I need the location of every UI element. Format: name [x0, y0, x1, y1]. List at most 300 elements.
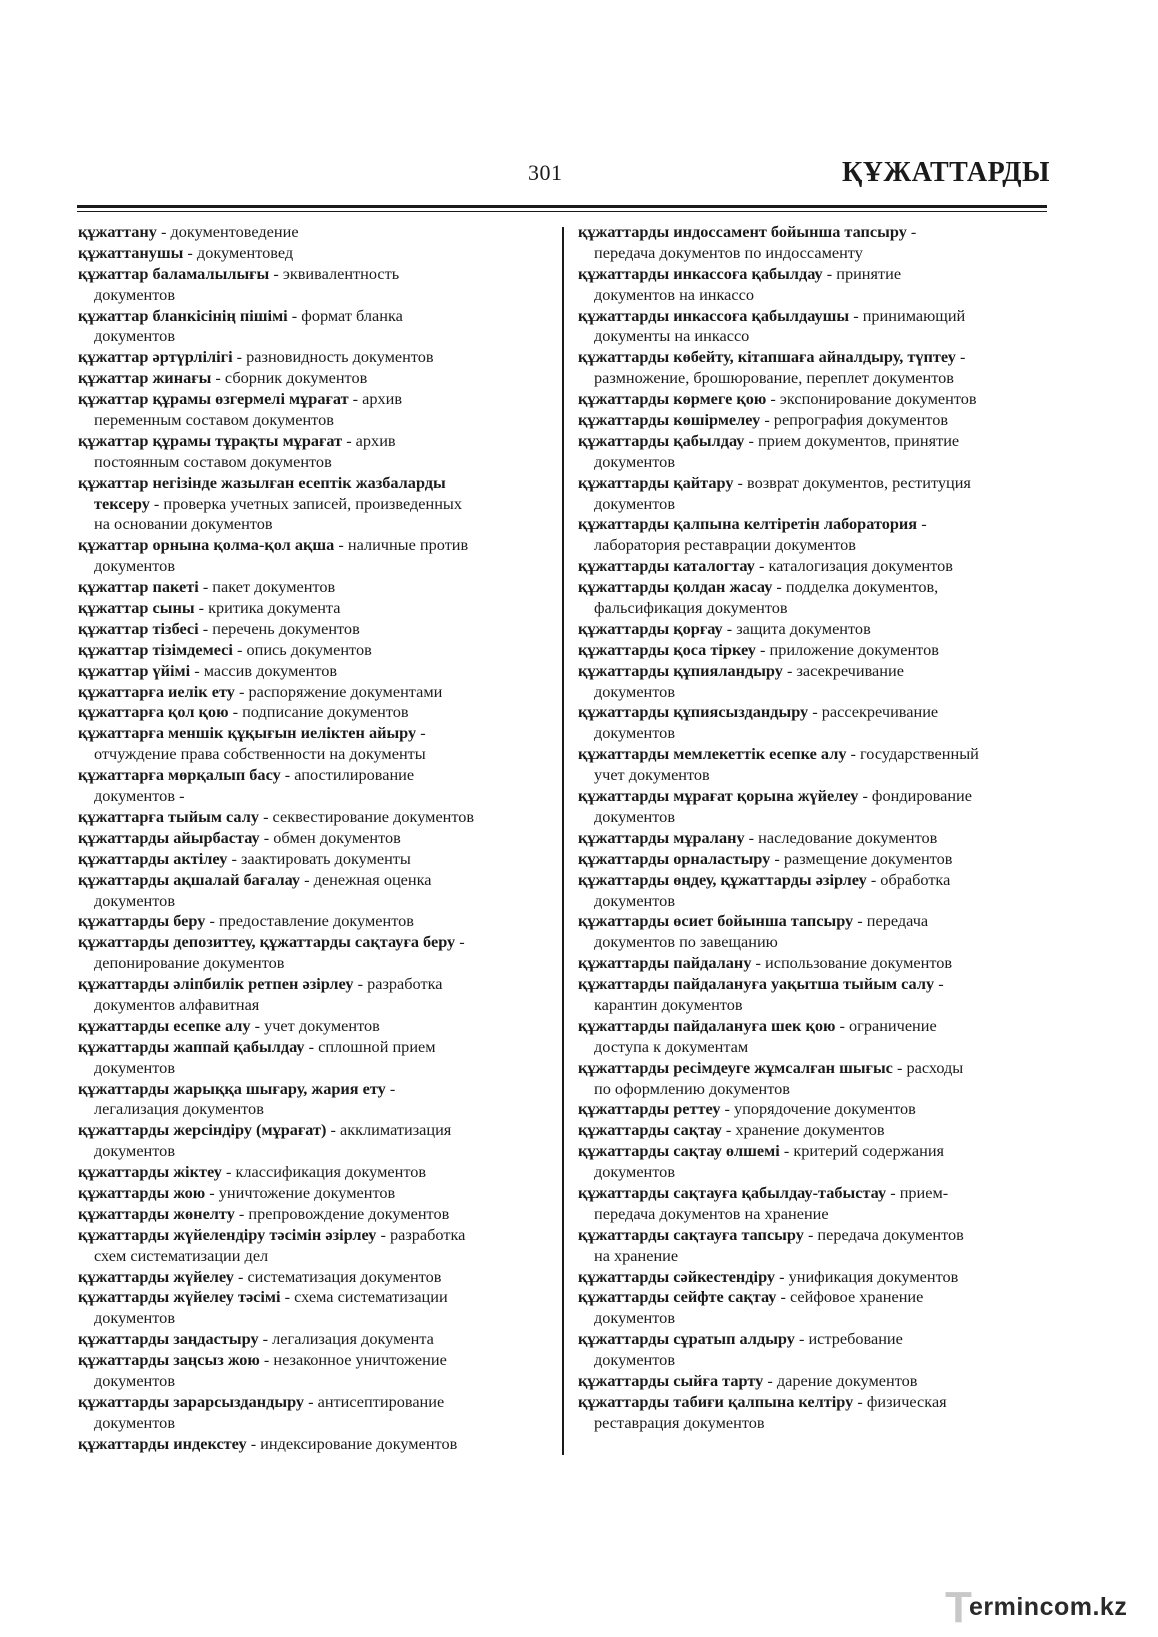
russian-translation: документов на инкассо	[594, 284, 754, 304]
russian-translation: - каталогизация документов	[754, 556, 953, 576]
kazakh-term: құжаттарды мұралану	[578, 827, 745, 847]
russian-translation: документов	[594, 1162, 676, 1182]
russian-translation: - использование документов	[751, 953, 953, 973]
watermark-text: ermincom.kz	[969, 1593, 1128, 1621]
russian-translation: - подписание документов	[228, 702, 409, 722]
russian-translation: переменным составом документов	[94, 410, 334, 430]
entry-line	[78, 911, 556, 932]
russian-translation: депонирование документов	[94, 953, 285, 973]
kazakh-term: құжаттар бланкісінің пішімі	[78, 305, 288, 325]
russian-translation: документов	[594, 681, 676, 701]
kazakh-term: құжаттарды сейфте сақтау	[578, 1287, 777, 1307]
kazakh-term: құжаттар баламалылығы	[78, 263, 270, 283]
kazakh-term: құжаттарды құпияландыру	[578, 660, 783, 680]
entry-line	[78, 682, 556, 703]
russian-translation: - перечень документов	[198, 618, 360, 638]
entry-continuation-line	[578, 1246, 1048, 1267]
kazakh-term: құжаттарды реттеу	[578, 1099, 721, 1119]
russian-translation: - обмен документов	[259, 827, 401, 847]
entry-continuation-line	[578, 535, 1048, 556]
entry-line	[578, 911, 1048, 932]
entry-line	[78, 431, 556, 452]
entry-line	[78, 828, 556, 849]
russian-translation: на хранение	[594, 1245, 679, 1265]
kazakh-term: құжаттарды сақтау өлшемі	[578, 1141, 780, 1161]
russian-translation: - разработка	[376, 1224, 466, 1244]
entry-line	[78, 264, 556, 285]
page-number: 301	[528, 160, 563, 185]
kazakh-term: құжаттарды пайдалануға шек қою	[578, 1015, 836, 1035]
russian-translation: - проверка учетных записей, произведенных	[149, 493, 462, 513]
russian-translation: документов -	[94, 786, 185, 806]
kazakh-term: құжаттарды зарарсыздандыру	[78, 1391, 305, 1411]
kazakh-term: құжаттарды инкассоға қабылдау	[578, 263, 823, 283]
russian-translation: - дарение документов	[763, 1370, 918, 1390]
entry-line	[578, 1287, 1048, 1308]
russian-translation: документов	[594, 451, 676, 471]
russian-translation: фальсификация документов	[594, 598, 788, 618]
kazakh-term: құжаттарды жарыққа шығару, жария ету	[78, 1078, 386, 1098]
entry-continuation-line	[78, 410, 556, 431]
russian-translation: - акклиматизация	[326, 1120, 452, 1140]
kazakh-term: құжаттарды көшірмелеу	[578, 410, 761, 430]
kazakh-term: құжаттарға иелік ету	[78, 681, 235, 701]
entry-continuation-line	[578, 1162, 1048, 1183]
entry-line	[578, 744, 1048, 765]
entry-continuation-line	[78, 1058, 556, 1079]
russian-translation: - индексирование документов	[246, 1433, 458, 1453]
kazakh-term: құжаттарды беру	[78, 911, 206, 931]
russian-translation: - распоряжение документами	[234, 681, 443, 701]
russian-translation: - классификация документов	[221, 1162, 427, 1182]
russian-translation: легализация документов	[94, 1099, 264, 1119]
russian-translation: карантин документов	[594, 994, 743, 1014]
kazakh-term: құжаттарды мұрағат қорына жүйелеу	[578, 786, 859, 806]
russian-translation: - документовед	[183, 242, 294, 262]
russian-translation: документов	[94, 890, 176, 910]
kazakh-term: құжаттарды жөнелту	[78, 1203, 235, 1223]
kazakh-term: құжаттарға қол қою	[78, 702, 229, 722]
entry-line	[78, 1350, 556, 1371]
entry-continuation-line	[78, 744, 556, 765]
kazakh-term: құжаттанушы	[78, 242, 184, 262]
entry-continuation-line	[578, 1413, 1048, 1434]
russian-translation: на основании документов	[94, 514, 273, 534]
entry-line	[78, 619, 556, 640]
russian-translation: - передача документов	[803, 1224, 964, 1244]
entry-line	[578, 514, 1048, 535]
kazakh-term: құжаттарды жерсіндіру (мұрағат)	[78, 1120, 327, 1140]
russian-translation: передача документов по индоссаменту	[594, 242, 863, 262]
kazakh-term: құжаттарды сақтауға қабылдау-табыстау	[578, 1182, 887, 1202]
entry-continuation-line	[78, 891, 556, 912]
entry-continuation-line	[578, 932, 1048, 953]
kazakh-term: құжаттарға мөрқалып басу	[78, 765, 281, 785]
kazakh-term: құжаттарды каталогтау	[578, 556, 755, 576]
entry-continuation-line	[78, 556, 556, 577]
entry-line	[578, 974, 1048, 995]
russian-translation: - формат бланка	[287, 305, 403, 325]
entry-line	[78, 702, 556, 723]
entry-continuation-line	[78, 285, 556, 306]
russian-translation: - схема систематизации	[280, 1287, 448, 1307]
russian-translation: - государственный	[846, 744, 979, 764]
kazakh-term: құжаттарды қоса тіркеу	[578, 639, 756, 659]
entry-continuation-line	[78, 786, 556, 807]
kazakh-term: құжаттарды есепке алу	[78, 1015, 251, 1035]
entry-line	[578, 828, 1048, 849]
entry-line	[578, 264, 1048, 285]
kazakh-term: құжаттарды жою	[78, 1182, 206, 1202]
russian-translation: документов	[594, 723, 676, 743]
russian-translation: - передача	[853, 911, 929, 931]
entry-continuation-line	[578, 1037, 1048, 1058]
entry-line	[78, 1267, 556, 1288]
entry-line	[78, 1287, 556, 1308]
kazakh-term: құжаттарға меншік құқығын иеліктен айыру	[78, 723, 417, 743]
kazakh-term: құжаттарды жіктеу	[78, 1162, 222, 1182]
russian-translation: - возврат документов, реституция	[733, 472, 971, 492]
russian-translation: - уничтожение документов	[205, 1182, 396, 1202]
kazakh-term: құжаттарды пайдалану	[578, 953, 752, 973]
russian-translation: - прием-	[886, 1182, 949, 1202]
entry-line	[578, 1058, 1048, 1079]
kazakh-term: құжаттарды айырбастау	[78, 827, 260, 847]
russian-translation: - массив документов	[190, 660, 338, 680]
russian-translation: учет документов	[594, 765, 710, 785]
entry-line	[578, 306, 1048, 327]
entry-line	[78, 222, 556, 243]
entry-continuation-line	[578, 765, 1048, 786]
entry-continuation-line	[78, 1413, 556, 1434]
russian-translation: доступа к документам	[594, 1036, 749, 1056]
russian-translation: отчуждение права собственности на документы	[94, 744, 426, 764]
entry-line	[78, 870, 556, 891]
russian-translation: - размещение документов	[770, 848, 953, 868]
kazakh-term: құжаттарды сыйға тарту	[578, 1370, 764, 1390]
kazakh-term: құжаттарды жүйелендіру тәсімін әзірлеу	[78, 1224, 377, 1244]
russian-translation: - пакет документов	[198, 577, 336, 597]
russian-translation: - критика документа	[194, 598, 341, 618]
entry-continuation-line	[578, 1204, 1048, 1225]
russian-translation: - истребование	[794, 1329, 903, 1349]
entry-line	[78, 723, 556, 744]
kazakh-term: құжаттарды өсиет бойынша тапсыру	[578, 911, 854, 931]
russian-translation: документов по завещанию	[594, 932, 778, 952]
entry-line	[78, 1392, 556, 1413]
russian-translation: - антисептирование	[304, 1391, 445, 1411]
kazakh-term: құжаттарды актілеу	[78, 848, 228, 868]
entry-continuation-line	[78, 1371, 556, 1392]
entry-line	[78, 807, 556, 828]
russian-translation: документов	[94, 1370, 176, 1390]
kazakh-term: құжаттар құрамы өзгермелі мұрағат	[78, 389, 349, 409]
russian-translation: - сборник документов	[211, 368, 368, 388]
kazakh-term: құжаттарды индекстеу	[78, 1433, 247, 1453]
kazakh-term: құжаттарды қолдан жасау	[578, 577, 773, 597]
russian-translation: - разработка	[353, 974, 443, 994]
entry-continuation-line	[578, 723, 1048, 744]
russian-translation: - фондирование	[858, 786, 972, 806]
kazakh-term: құжаттарды өңдеу, құжаттарды әзірлеу	[578, 869, 867, 889]
kazakh-term: құжаттарды қабылдау	[578, 430, 745, 450]
entry-continuation-line	[78, 1141, 556, 1162]
entry-line	[78, 1037, 556, 1058]
russian-translation: - физическая	[853, 1391, 947, 1411]
kazakh-term: құжаттар тізбесі	[78, 618, 199, 638]
entry-line	[578, 953, 1048, 974]
russian-translation: - эквивалентность	[269, 263, 400, 283]
russian-translation: - архив	[348, 389, 403, 409]
entry-line	[78, 765, 556, 786]
kazakh-term: құжаттарды пайдалануға уақытша тыйым салу	[578, 974, 935, 994]
entry-continuation-line	[578, 243, 1048, 264]
russian-translation: - подделка документов,	[772, 577, 939, 597]
entry-line	[578, 661, 1048, 682]
entry-continuation-line	[578, 1079, 1048, 1100]
russian-translation: - хранение документов	[721, 1120, 885, 1140]
kazakh-term: құжаттар құрамы тұрақты мұрағат	[78, 430, 343, 450]
entry-line	[78, 1079, 556, 1100]
kazakh-term: құжаттарды сақтау	[578, 1120, 722, 1140]
entry-line	[78, 640, 556, 661]
russian-translation: - унификация документов	[775, 1266, 959, 1286]
russian-translation: -	[906, 222, 917, 241]
entry-continuation-line	[78, 1099, 556, 1120]
entry-line	[78, 1016, 556, 1037]
entry-line	[78, 1204, 556, 1225]
entry-line	[578, 1016, 1048, 1037]
entry-line	[578, 389, 1048, 410]
russian-translation: - экспонирование документов	[766, 389, 977, 409]
entry-line	[78, 1120, 556, 1141]
russian-translation: по оформлению документов	[594, 1078, 790, 1098]
kazakh-term: тексеру	[94, 493, 150, 513]
entry-continuation-line	[578, 326, 1048, 347]
russian-translation: документов	[594, 493, 676, 513]
russian-translation: - опись документов	[232, 639, 372, 659]
kazakh-term: құжаттарды инкассоға қабылдаушы	[578, 305, 850, 325]
kazakh-term: құжаттарды заңдастыру	[78, 1329, 259, 1349]
entry-line	[578, 786, 1048, 807]
kazakh-term: құжаттар пакеті	[78, 577, 199, 597]
russian-translation: -	[416, 723, 426, 743]
entry-continuation-line	[578, 452, 1048, 473]
header-rule-thick	[77, 205, 1047, 208]
russian-translation: -	[385, 1078, 396, 1098]
entry-line	[78, 598, 556, 619]
entry-continuation-line	[78, 953, 556, 974]
russian-translation: документов алфавитная	[94, 994, 260, 1014]
entry-line	[578, 431, 1048, 452]
russian-translation: - предоставление документов	[205, 911, 414, 931]
entry-line	[78, 932, 556, 953]
kazakh-term: құжаттарды көрмеге қою	[578, 389, 767, 409]
entry-line	[578, 619, 1048, 640]
entry-line	[578, 1225, 1048, 1246]
entry-line	[578, 577, 1048, 598]
russian-translation: - засекречивание	[782, 660, 904, 680]
russian-translation: документов	[94, 1141, 176, 1161]
header-rule-thin	[77, 211, 1047, 212]
russian-translation: - приложение документов	[755, 639, 939, 659]
entry-line	[78, 577, 556, 598]
russian-translation: - принимающий	[849, 305, 966, 325]
entry-line	[78, 347, 556, 368]
kazakh-term: құжаттарды мемлекеттік есепке алу	[578, 744, 847, 764]
russian-translation: - репрография документов	[760, 410, 949, 430]
russian-translation: - ограничение	[835, 1015, 937, 1035]
entry-line	[578, 702, 1048, 723]
entry-continuation-line	[78, 494, 556, 515]
entry-line	[78, 306, 556, 327]
entry-continuation-line	[578, 285, 1048, 306]
entry-line	[578, 1371, 1048, 1392]
entry-continuation-line	[578, 807, 1048, 828]
entry-line	[578, 1392, 1048, 1413]
kazakh-term: құжаттарды индоссамент бойынша тапсыру	[578, 222, 907, 241]
entry-line	[78, 535, 556, 556]
entry-continuation-line	[78, 995, 556, 1016]
russian-translation: -	[917, 514, 927, 534]
kazakh-term: құжаттар тізімдемесі	[78, 639, 233, 659]
russian-translation: - рассекречивание	[808, 702, 939, 722]
russian-translation: - сейфовое хранение	[776, 1287, 924, 1307]
kazakh-term: құжаттарды қайтару	[578, 472, 734, 492]
russian-translation: - критерий содержания	[779, 1141, 945, 1161]
entry-line	[78, 974, 556, 995]
kazakh-term: құжаттарды құпиясыздандыру	[578, 702, 809, 722]
entry-line	[78, 1183, 556, 1204]
entry-continuation-line	[578, 891, 1048, 912]
russian-translation: - секвестирование документов	[259, 806, 475, 826]
russian-translation: схем систематизации дел	[94, 1245, 269, 1265]
right-column	[578, 222, 1048, 1434]
russian-translation: документов	[594, 1350, 676, 1370]
entry-line	[578, 1267, 1048, 1288]
russian-translation: документов	[94, 1412, 176, 1432]
russian-translation: документов	[94, 326, 176, 346]
entry-continuation-line	[578, 368, 1048, 389]
kazakh-term: құжаттарды сәйкестендіру	[578, 1266, 776, 1286]
russian-translation: - разновидность документов	[232, 347, 434, 367]
entry-continuation-line	[578, 995, 1048, 1016]
russian-translation: документов	[594, 806, 676, 826]
entry-line	[78, 473, 556, 494]
russian-translation: - незаконное уничтожение	[259, 1350, 447, 1370]
russian-translation: - защита документов	[722, 618, 871, 638]
kazakh-term: құжаттарды ресімдеуге жұмсалған шығыс	[578, 1057, 893, 1077]
russian-translation: документов	[594, 1308, 676, 1328]
entry-line	[578, 347, 1048, 368]
kazakh-term: құжаттану	[78, 222, 157, 241]
kazakh-term: құжаттар негізінде жазылған есептік жазбаларды	[78, 472, 446, 492]
kazakh-term: құжаттарды жүйелеу	[78, 1266, 234, 1286]
kazakh-term: құжаттарды ақшалай бағалау	[78, 869, 301, 889]
kazakh-term: құжаттарды жаппай қабылдау	[78, 1036, 305, 1056]
left-column	[78, 222, 556, 1455]
entry-continuation-line	[78, 326, 556, 347]
russian-translation: - сплошной прием	[304, 1036, 436, 1056]
kazakh-term: құжаттарды көбейту, кітапшаға айналдыру, түптеу	[578, 347, 956, 367]
russian-translation: передача документов на хранение	[594, 1203, 829, 1223]
kazakh-term: құжаттарды табиғи қалпына келтіру	[578, 1391, 854, 1411]
russian-translation: -	[955, 347, 966, 367]
kazakh-term: құжаттар үйімі	[78, 660, 191, 680]
kazakh-term: құжаттарды орналастыру	[578, 848, 771, 868]
entry-line	[78, 368, 556, 389]
russian-translation: - прием документов, принятие	[744, 430, 960, 450]
entry-line	[578, 410, 1048, 431]
entry-line	[578, 1120, 1048, 1141]
russian-translation: - учет документов	[250, 1015, 380, 1035]
kazakh-term: құжаттарға тыйым салу	[78, 806, 259, 826]
entry-continuation-line	[78, 1246, 556, 1267]
entry-continuation-line	[578, 598, 1048, 619]
kazakh-term: құжаттар әртүрлілігі	[78, 347, 233, 367]
russian-translation: -	[455, 932, 465, 952]
russian-translation: размножение, брошюрование, переплет документов	[594, 368, 954, 388]
watermark-logo-letter: T	[945, 1583, 972, 1632]
russian-translation: лаборатория реставрации документов	[594, 535, 856, 555]
entry-line	[578, 1099, 1048, 1120]
kazakh-term: құжаттарды сақтауға тапсыру	[578, 1224, 804, 1244]
russian-translation: документов	[94, 284, 176, 304]
russian-translation: - архив	[342, 430, 396, 450]
entry-continuation-line	[78, 1308, 556, 1329]
russian-translation: документов	[94, 1308, 176, 1328]
russian-translation: -	[934, 974, 944, 994]
russian-translation: - легализация документа	[258, 1329, 434, 1349]
entry-line	[78, 389, 556, 410]
russian-translation: документов	[594, 890, 676, 910]
entry-continuation-line	[578, 494, 1048, 515]
terminkom-watermark	[945, 1583, 1150, 1632]
russian-translation: - документоведение	[156, 222, 299, 241]
russian-translation: реставрация документов	[594, 1412, 765, 1432]
entry-continuation-line	[78, 514, 556, 535]
entry-line	[78, 1225, 556, 1246]
entry-line	[578, 849, 1048, 870]
kazakh-term: құжаттар орнына қолма-қол ақша	[78, 535, 335, 555]
russian-translation: - заактировать документы	[227, 848, 411, 868]
entry-continuation-line	[578, 682, 1048, 703]
entry-line	[578, 870, 1048, 891]
russian-translation: - обработка	[866, 869, 951, 889]
entry-line	[78, 849, 556, 870]
entry-line	[78, 1162, 556, 1183]
russian-translation: - упорядочение документов	[720, 1099, 916, 1119]
russian-translation: документы на инкассо	[594, 326, 750, 346]
entry-line	[578, 222, 1048, 243]
entry-line	[578, 1329, 1048, 1350]
entry-line	[578, 556, 1048, 577]
entry-line	[78, 1329, 556, 1350]
russian-translation: - наследование документов	[744, 827, 938, 847]
russian-translation: - систематизация документов	[233, 1266, 442, 1286]
entry-continuation-line	[578, 1308, 1048, 1329]
kazakh-term: құжаттар жинағы	[78, 368, 212, 388]
kazakh-term: құжаттарды сұратып алдыру	[578, 1329, 795, 1349]
russian-translation: постоянным составом документов	[94, 451, 332, 471]
kazakh-term: құжаттарды жүйелеу тәсімі	[78, 1287, 281, 1307]
running-head: ҚҰЖАТТАРДЫ	[841, 157, 1050, 188]
russian-translation: - апостилирование	[280, 765, 415, 785]
entry-line	[78, 243, 556, 264]
entry-line	[578, 473, 1048, 494]
kazakh-term: құжаттарды депозиттеу, құжаттарды сақтауға беру	[78, 932, 456, 952]
kazakh-term: құжаттарды қорғау	[578, 618, 723, 638]
